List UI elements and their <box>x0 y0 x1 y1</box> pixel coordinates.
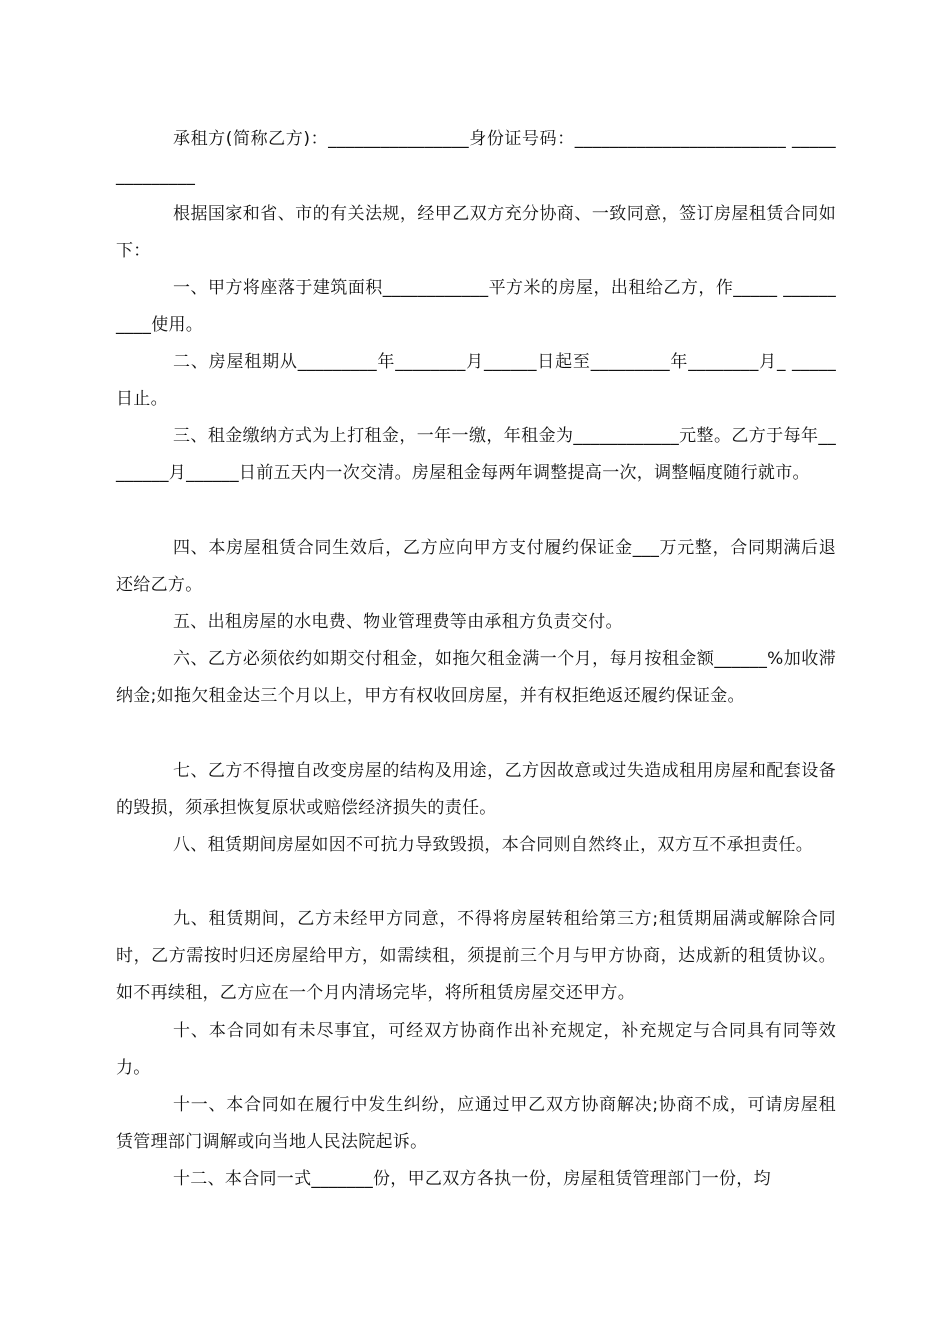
clause-1-paragraph: 一、甲方将座落于建筑面积____________平方米的房屋，出租给乙方，作_____ __________使用。 <box>116 278 836 335</box>
clause-6-paragraph: 六、乙方必须依约如期交付租金，如拖欠租金满一个月，每月按租金额______%加收滞纳金;如拖欠租金达三个月以上，甲方有权收回房屋，并有权拒绝返还履约保证金。 <box>116 649 836 706</box>
clause-12-paragraph: 十二、本合同一式_______份，甲乙双方各执一份，房屋租赁管理部门一份，均 <box>173 1169 771 1189</box>
clause-3-paragraph: 三、租金缴纳方式为上打租金，一年一缴，年租金为____________元整。乙方于每年________月______日前五天内一次交清。房屋租金每两年调整提高一次，调整幅度随行就市。 <box>116 426 836 483</box>
clause-5-paragraph: 五、出租房屋的水电费、物业管理费等由承租方负责交付。 <box>173 612 623 632</box>
clause-8-paragraph: 八、租赁期间房屋如因不可抗力导致毁损，本合同则自然终止，双方互不承担责任。 <box>173 835 814 855</box>
clause-10-paragraph: 十、本合同如有未尽事宜，可经双方协商作出补充规定，补充规定与合同具有同等效力。 <box>116 1021 836 1078</box>
clause-2-paragraph: 二、房屋租期从_________年________月______日起至_________年________月_ _____日止。 <box>116 352 836 409</box>
clause-7-paragraph: 七、乙方不得擅自改变房屋的结构及用途，乙方因故意或过失造成租用房屋和配套设备的毁损，须承担恢复原状或赔偿经济损失的责任。 <box>116 761 836 818</box>
clause-11-paragraph: 十一、本合同如在履行中发生纠纷，应通过甲乙双方协商解决;协商不成，可请房屋租赁管理部门调解或向当地人民法院起诉。 <box>116 1095 836 1152</box>
contract-preamble-paragraph: 根据国家和省、市的有关法规，经甲乙双方充分协商、一致同意，签订房屋租赁合同如下： <box>116 204 836 261</box>
lessee-info-paragraph: 承租方(简称乙方)：________________身份证号码：________________________ ______________ <box>116 129 836 186</box>
clause-4-paragraph: 四、本房屋租赁合同生效后，乙方应向甲方支付履约保证金___万元整，合同期满后退还给乙方。 <box>116 538 836 595</box>
clause-9-paragraph: 九、租赁期间，乙方未经甲方同意，不得将房屋转租给第三方;租赁期届满或解除合同时，乙方需按时归还房屋给甲方，如需续租，须提前三个月与甲方协商，达成新的租赁协议。如不再续租，乙方应在一个月内清场完毕，将所租赁房屋交还甲方。 <box>116 909 836 1003</box>
